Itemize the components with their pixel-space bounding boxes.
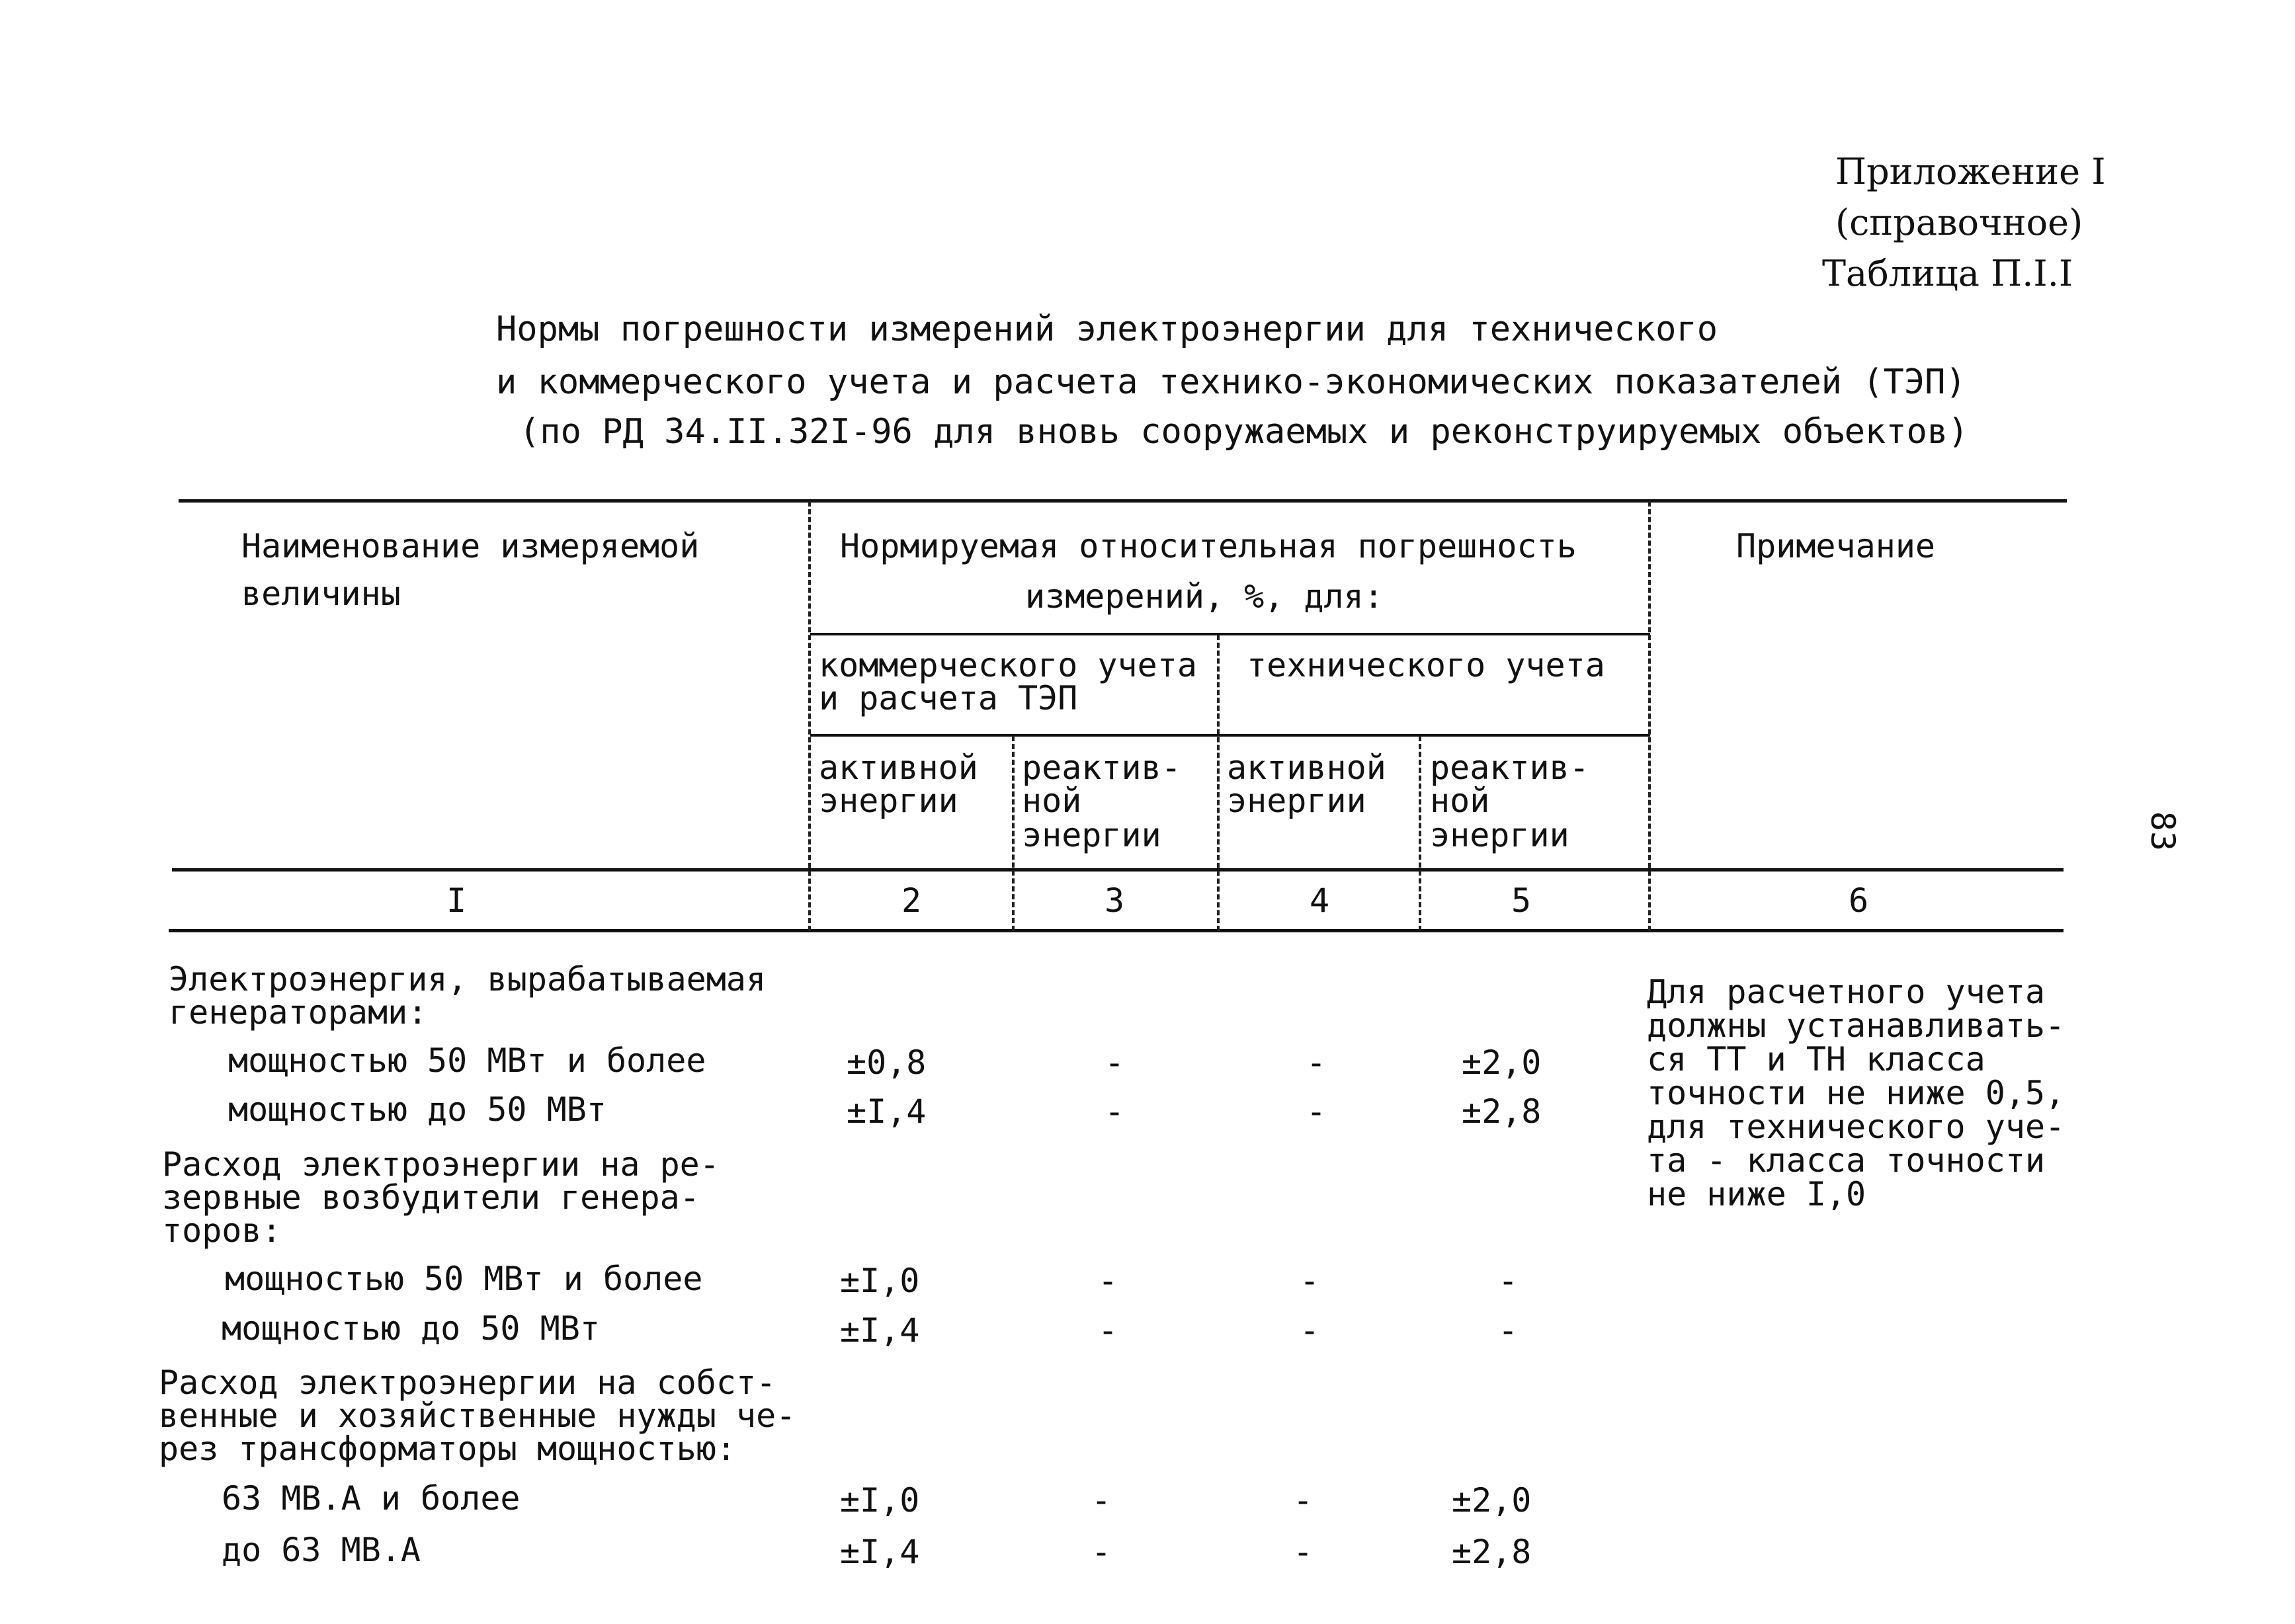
section-title: генераторами: [169, 993, 428, 1032]
header-group-line-2: измерений, %, для: [1025, 577, 1384, 616]
value-col3: - [1098, 1311, 1118, 1350]
note-line: точности не ниже 0,5, [1647, 1074, 2066, 1112]
appendix-reference-note: (справочное) [1835, 202, 2083, 243]
value-col4: - [1293, 1481, 1314, 1520]
note-line: должны устанавливать- [1647, 1006, 2066, 1045]
section-title: зервные возбудители генера- [162, 1178, 700, 1217]
column-numbers-rule [169, 929, 2064, 932]
value-col4: - [1300, 1262, 1320, 1300]
value-col5: ±2,8 [1462, 1092, 1542, 1131]
header-note: Примечание [1736, 527, 1936, 565]
value-col3: - [1091, 1481, 1112, 1520]
value-col2: ±I,0 [840, 1481, 920, 1520]
subheader-commercial-line-2: и расчета ТЭП [819, 679, 1078, 717]
note-line: не ниже I,0 [1647, 1175, 1866, 1213]
row-label: 63 МВ.А и более [222, 1479, 521, 1518]
value-col5: - [1498, 1311, 1519, 1350]
value-col2: ±I,4 [840, 1311, 920, 1350]
column-number: 6 [1848, 881, 1869, 920]
value-col5: ±2,0 [1462, 1043, 1542, 1082]
value-col4: - [1293, 1533, 1314, 1571]
value-col3: - [1098, 1262, 1118, 1300]
value-col2: ±I,0 [840, 1262, 920, 1300]
header-col4-line-2: энергии [1227, 782, 1366, 820]
note-line: та - класса точности [1647, 1141, 2046, 1180]
section-title: торов: [162, 1211, 282, 1250]
page-number: 83 [2144, 811, 2183, 852]
header-col4-line-1: активной [1227, 749, 1386, 787]
value-col5: ±2,8 [1452, 1533, 1532, 1571]
row-label: мощностью до 50 МВт [228, 1090, 606, 1129]
header-col1-line-1: Наименование измеряемой [241, 527, 700, 565]
divider-subgroups [1217, 635, 1220, 931]
value-col4: - [1300, 1311, 1320, 1350]
divider-col4 [1419, 736, 1421, 931]
section-title: Расход электроэнергии на собст- [159, 1363, 776, 1402]
section-title: Расход электроэнергии на ре- [162, 1145, 720, 1184]
header-bottom-rule [172, 868, 2064, 872]
value-col5: - [1498, 1262, 1519, 1300]
appendix-label: Приложение I [1835, 151, 2106, 192]
note-line: для технического уче- [1647, 1108, 2066, 1146]
subheader-commercial-line-1: коммерческого учета [819, 646, 1197, 684]
header-col5-line-3: энергии [1430, 816, 1569, 854]
value-col3: - [1105, 1092, 1125, 1131]
row-label: мощностью 50 МВт и более [225, 1260, 703, 1298]
header-col5-line-2: ной [1430, 782, 1490, 820]
header-col5-line-1: реактив- [1430, 749, 1589, 787]
header-col3-line-1: реактив- [1022, 749, 1181, 787]
table-top-rule [179, 499, 2067, 503]
divider-col1 [808, 501, 811, 931]
note-line: ся ТТ и ТН класса [1647, 1040, 1985, 1078]
column-number: 4 [1309, 881, 1330, 920]
column-number: 2 [901, 881, 922, 920]
divider-col-group [1648, 501, 1651, 931]
value-col2: ±I,4 [840, 1533, 920, 1571]
divider-col2 [1012, 736, 1015, 931]
value-col3: - [1091, 1533, 1112, 1571]
row-label: мощностью до 50 МВт [222, 1309, 600, 1348]
value-col4: - [1306, 1092, 1327, 1131]
group-header-rule [810, 633, 1650, 635]
section-title: Электроэнергия, вырабатываемая [169, 960, 767, 998]
header-col2-line-2: энергии [819, 782, 958, 820]
value-col3: - [1105, 1043, 1125, 1082]
column-number: 5 [1511, 881, 1532, 920]
header-col3-line-2: ной [1022, 782, 1082, 820]
value-col4: - [1306, 1043, 1327, 1082]
document-title-line-2: и коммерческого учета и расчета технико-экономических показателей (ТЭП) [496, 362, 1966, 402]
header-col3-line-3: энергии [1022, 816, 1161, 854]
header-group-line-1: Нормируемая относительная погрешность [840, 527, 1577, 565]
subheader-technical: технического учета [1247, 646, 1605, 684]
section-title: венные и хозяйственные нужды че- [159, 1397, 796, 1435]
header-col1-line-2: величины [241, 575, 401, 613]
header-col2-line-1: активной [819, 749, 978, 787]
column-number: 3 [1104, 881, 1125, 920]
document-title-line-3: (по РД 34.II.32I-96 для вновь сооружаемых и реконструируемых объектов) [519, 412, 1969, 452]
section-title: рез трансформаторы мощностью: [159, 1430, 736, 1468]
table-number: Таблица П.I.I [1822, 253, 2073, 294]
value-col2: ±0,8 [847, 1043, 927, 1082]
value-col2: ±I,4 [847, 1092, 927, 1131]
document-title-line-1: Нормы погрешности измерений электроэнергии для технического [496, 309, 1718, 349]
row-label: до 63 МВ.А [222, 1531, 421, 1569]
column-number: I [446, 881, 467, 920]
value-col5: ±2,0 [1452, 1481, 1532, 1520]
note-line: Для расчетного учета [1647, 973, 2046, 1011]
row-label: мощностью 50 МВт и более [228, 1041, 706, 1080]
subgroup-header-rule [810, 734, 1650, 737]
